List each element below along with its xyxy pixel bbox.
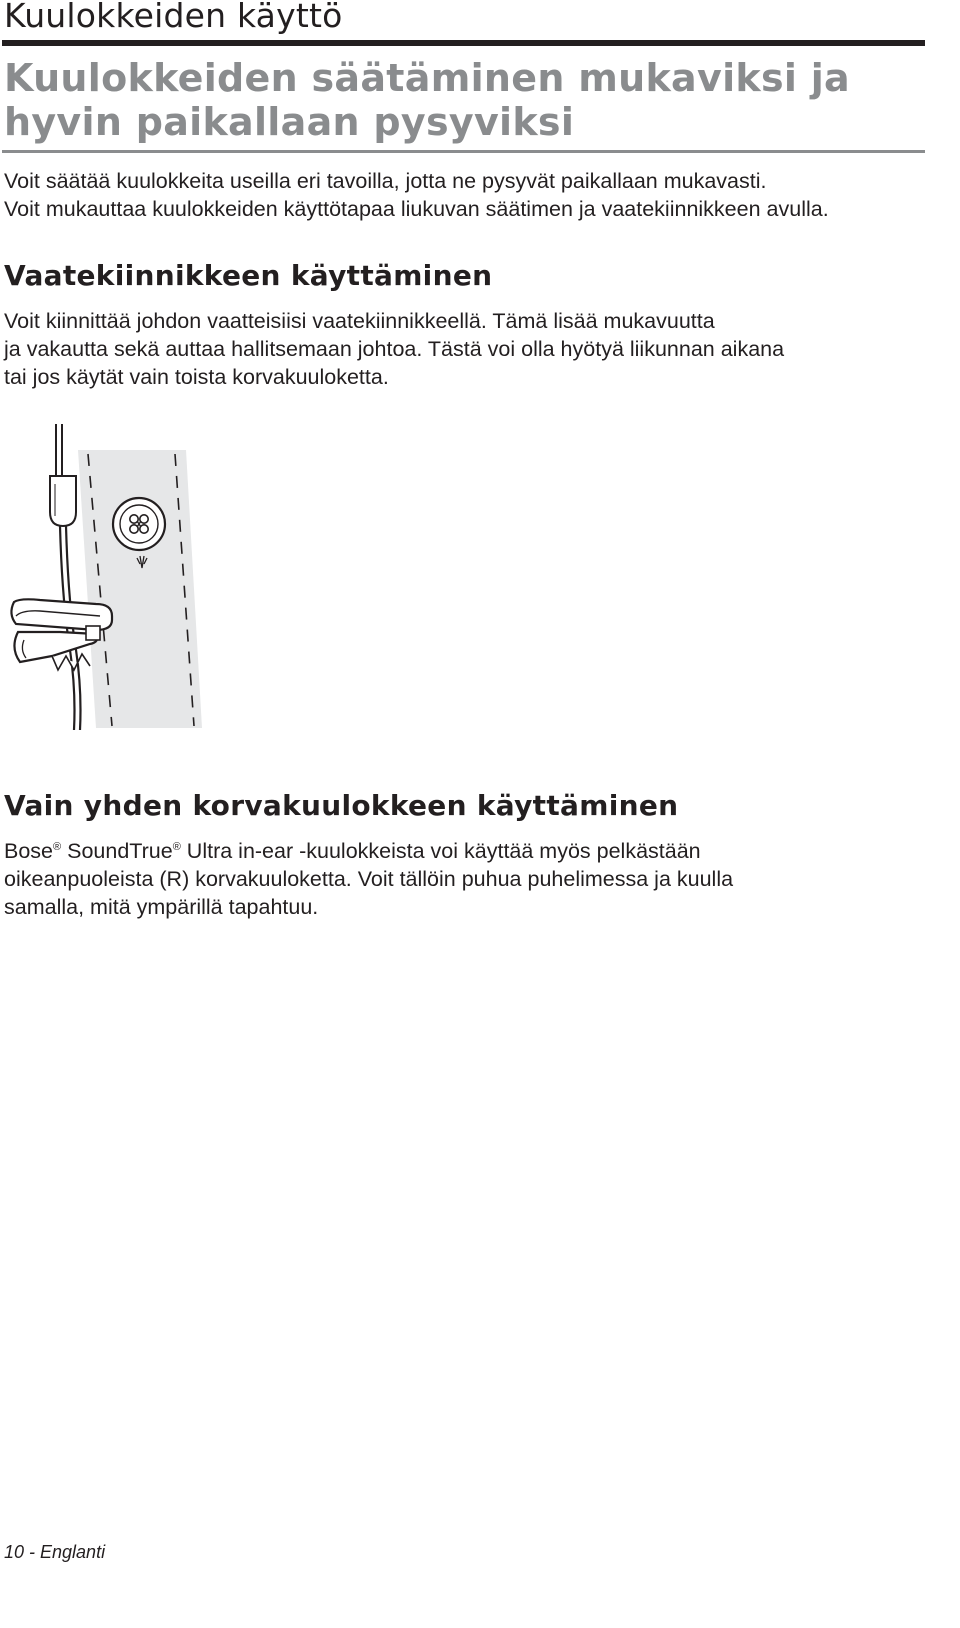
intro-line-2: Voit mukauttaa kuulokkeiden käyttötapaa liukuvan säätimen ja vaatekiinnikkeen avulla.: [4, 197, 829, 221]
clip-body-line-3: tai jos käytät vain toista korvakuuloketta.: [4, 365, 389, 389]
chapter-divider: [2, 40, 925, 46]
product-name: SoundTrue: [67, 839, 173, 863]
registered-mark-2: ®: [172, 840, 181, 853]
single-body-line-3: samalla, mitä ympärillä tapahtuu.: [4, 895, 319, 919]
brand-name: Bose: [4, 839, 54, 863]
page-footer: 10 - Englanti: [4, 1542, 106, 1562]
single-body-line-1: Ultra in-ear -kuulokkeista voi käyttää myös pelkästään: [186, 839, 701, 863]
section-title: Kuulokkeiden säätäminen mukaviksi ja hyvin paikallaan pysyviksi: [4, 56, 851, 144]
fabric-strip: [78, 450, 202, 728]
registered-mark: ®: [53, 840, 62, 853]
clip-section-body: [4, 307, 924, 391]
single-earbud-body: [4, 837, 924, 921]
section-divider: [2, 150, 925, 153]
clip-section-heading: Vaatekiinnikkeen käyttäminen: [4, 259, 493, 292]
chapter-title: Kuulokkeiden käyttö: [4, 0, 343, 35]
single-earbud-heading: Vain yhden korvakuulokkeen käyttäminen: [4, 789, 679, 822]
clip-body-line-1: Voit kiinnittää johdon vaatteisiisi vaatekiinnikkeellä. Tämä lisää mukavuutta: [4, 309, 715, 333]
clothing-clip-illustration: [0, 420, 220, 735]
single-body-line-2: oikeanpuoleista (R) korvakuuloketta. Voit tällöin puhua puhelimessa ja kuulla: [4, 867, 734, 891]
clip-body-line-2: ja vakautta sekä auttaa hallitsemaan johtoa. Tästä voi olla hyötyä liikunnan aikana: [4, 337, 785, 361]
intro-line-1: Voit säätää kuulokkeita useilla eri tavoilla, jotta ne pysyvät paikallaan mukavasti.: [4, 169, 767, 193]
cable-slider: [50, 476, 76, 526]
intro-paragraph: [4, 167, 924, 223]
